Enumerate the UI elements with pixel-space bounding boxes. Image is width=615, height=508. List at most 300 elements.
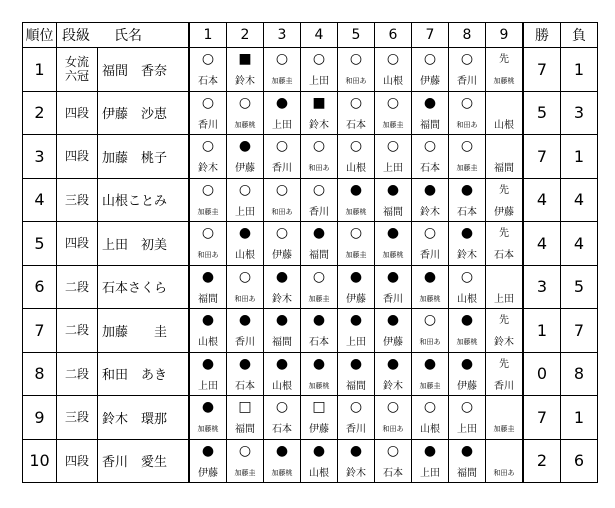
- result-mark: ●: [423, 355, 437, 372]
- opponent-name: 上田: [272, 119, 292, 131]
- player-row: [23, 265, 598, 309]
- opponent-name: 加藤圭: [271, 77, 293, 86]
- dan-cell: [57, 396, 98, 440]
- result-mark: ●: [423, 181, 437, 198]
- first-move-mark: 先: [499, 228, 509, 240]
- dan-cell: [57, 439, 98, 483]
- game-cell: [449, 178, 486, 222]
- result-mark: ●: [201, 268, 215, 285]
- rank-cell: 4: [23, 178, 57, 222]
- game-cell: [227, 222, 264, 266]
- dan-label: 四段: [64, 453, 89, 468]
- opponent-name: 山根: [272, 380, 292, 392]
- opponent-name: 和田あ: [234, 294, 256, 303]
- header-losses: 負: [561, 23, 598, 48]
- opponent-name: 加藤圭: [419, 381, 441, 390]
- result-mark: ●: [238, 312, 252, 329]
- wins-cell: 2: [523, 439, 561, 483]
- opponent-name: 福間: [457, 467, 477, 479]
- result-mark: ○: [423, 51, 437, 68]
- game-cell: [375, 135, 412, 179]
- wins-cell: 7: [523, 396, 561, 440]
- losses-cell: 3: [561, 91, 598, 135]
- dan-cell: [57, 309, 98, 353]
- player-row: [23, 135, 598, 179]
- result-mark: ○: [386, 399, 400, 416]
- result-mark: ○: [349, 399, 363, 416]
- opponent-name: 上田: [383, 163, 403, 175]
- game-cell: [449, 48, 486, 92]
- result-mark: ○: [460, 51, 474, 68]
- opponent-name: 山根: [309, 467, 329, 479]
- game-cell: [412, 178, 449, 222]
- game-cell: [412, 309, 449, 353]
- game-cell: [486, 222, 524, 266]
- opponent-name: 加藤桃: [345, 207, 367, 216]
- dan-cell: [57, 178, 98, 222]
- game-cell: [264, 396, 301, 440]
- opponent-name: 鈴木: [272, 293, 292, 305]
- result-mark: ●: [312, 225, 326, 242]
- dan-label: 女流六冠: [64, 55, 89, 84]
- header-round: 3: [264, 23, 301, 48]
- result-mark: ●: [312, 355, 326, 372]
- result-mark: ○: [349, 138, 363, 155]
- opponent-name: 上田: [494, 293, 514, 305]
- opponent-name: 和田あ: [345, 77, 367, 86]
- result-mark: ○: [312, 51, 326, 68]
- opponent-name: 伊藤: [457, 380, 477, 392]
- header-round: 1: [189, 23, 227, 48]
- opponent-name: 伊藤: [198, 467, 218, 479]
- wins-cell: 7: [523, 135, 561, 179]
- result-mark: ●: [423, 268, 437, 285]
- rank-cell: 3: [23, 135, 57, 179]
- opponent-name: 香川: [235, 337, 255, 349]
- losses-cell: 5: [561, 265, 598, 309]
- game-cell: [375, 222, 412, 266]
- game-cell: [301, 48, 338, 92]
- opponent-name: 上田: [235, 206, 255, 218]
- dan-label: 二段: [64, 279, 89, 294]
- result-mark: ○: [238, 268, 252, 285]
- player-name: 和田 あき: [98, 352, 190, 396]
- result-mark: ○: [423, 312, 437, 329]
- game-cell: [412, 265, 449, 309]
- result-mark: ●: [349, 442, 363, 459]
- game-cell: [338, 396, 375, 440]
- opponent-name: 和田あ: [271, 207, 293, 216]
- game-cell: [412, 48, 449, 92]
- game-cell: [338, 439, 375, 483]
- opponent-name: 加藤圭: [345, 251, 367, 260]
- opponent-name: 上田: [346, 337, 366, 349]
- opponent-name: 山根: [235, 250, 255, 262]
- league-table: [22, 22, 598, 483]
- game-cell: [486, 265, 524, 309]
- result-mark: ○: [201, 138, 215, 155]
- player-row: [23, 309, 598, 353]
- game-cell: [486, 48, 524, 92]
- losses-cell: 6: [561, 439, 598, 483]
- opponent-name: 石本: [309, 337, 329, 349]
- dan-label: 二段: [64, 366, 89, 381]
- dan-cell: [57, 48, 98, 92]
- result-mark: ●: [460, 312, 474, 329]
- losses-cell: 1: [561, 48, 598, 92]
- opponent-name: 加藤桃: [234, 120, 256, 129]
- result-mark: ●: [275, 442, 289, 459]
- rank-cell: 6: [23, 265, 57, 309]
- game-cell: [189, 309, 227, 353]
- losses-cell: 1: [561, 396, 598, 440]
- game-cell: [301, 222, 338, 266]
- opponent-name: 鈴木: [198, 163, 218, 175]
- game-cell: [486, 91, 524, 135]
- opponent-name: 加藤桃: [308, 381, 330, 390]
- player-name: 加藤 桃子: [98, 135, 190, 179]
- result-mark: ○: [201, 181, 215, 198]
- opponent-name: 鈴木: [494, 337, 514, 349]
- opponent-name: 鈴木: [457, 250, 477, 262]
- wins-cell: 1: [523, 309, 561, 353]
- opponent-name: 山根: [420, 424, 440, 436]
- game-cell: [301, 135, 338, 179]
- result-mark: ○: [460, 94, 474, 111]
- game-cell: [264, 222, 301, 266]
- game-cell: [227, 352, 264, 396]
- game-cell: [301, 439, 338, 483]
- opponent-name: 加藤桃: [456, 338, 478, 347]
- result-mark: ○: [423, 399, 437, 416]
- game-cell: [375, 352, 412, 396]
- opponent-name: 山根: [383, 76, 403, 88]
- result-mark: ●: [275, 94, 289, 111]
- result-mark: ●: [386, 268, 400, 285]
- game-cell: [486, 135, 524, 179]
- result-mark: ○: [460, 138, 474, 155]
- opponent-name: 福間: [198, 293, 218, 305]
- game-cell: [264, 309, 301, 353]
- opponent-name: 上田: [309, 76, 329, 88]
- game-cell: [412, 222, 449, 266]
- player-name: 石本さくら: [98, 265, 190, 309]
- opponent-name: 和田あ: [419, 338, 441, 347]
- game-cell: [338, 309, 375, 353]
- game-cell: [189, 135, 227, 179]
- losses-cell: 4: [561, 222, 598, 266]
- game-cell: [189, 178, 227, 222]
- header-round: 7: [412, 23, 449, 48]
- header-round: 5: [338, 23, 375, 48]
- game-cell: [449, 309, 486, 353]
- result-mark: ●: [349, 181, 363, 198]
- opponent-name: 上田: [457, 424, 477, 436]
- opponent-name: 伊藤: [272, 250, 292, 262]
- opponent-name: 加藤桃: [382, 251, 404, 260]
- result-mark: ●: [460, 181, 474, 198]
- opponent-name: 福間: [272, 337, 292, 349]
- game-cell: [338, 265, 375, 309]
- result-mark: ●: [201, 442, 215, 459]
- game-cell: [227, 439, 264, 483]
- opponent-name: 和田あ: [456, 120, 478, 129]
- opponent-name: 加藤圭: [493, 425, 515, 434]
- opponent-name: 山根: [346, 163, 366, 175]
- opponent-name: 加藤圭: [456, 164, 478, 173]
- game-cell: [449, 135, 486, 179]
- game-cell: [449, 352, 486, 396]
- opponent-name: 伊藤: [235, 163, 255, 175]
- result-mark: ○: [312, 181, 326, 198]
- opponent-name: 上田: [420, 467, 440, 479]
- header-round: 8: [449, 23, 486, 48]
- dan-label: 四段: [64, 105, 89, 120]
- result-mark: ■: [238, 51, 252, 68]
- wins-cell: 3: [523, 265, 561, 309]
- opponent-name: 鈴木: [235, 76, 255, 88]
- result-mark: ○: [312, 138, 326, 155]
- game-cell: [264, 352, 301, 396]
- result-mark: ○: [349, 51, 363, 68]
- result-mark: ●: [423, 94, 437, 111]
- game-cell: [338, 91, 375, 135]
- result-mark: ○: [349, 94, 363, 111]
- opponent-name: 香川: [494, 380, 514, 392]
- player-row: [23, 48, 598, 92]
- result-mark: ●: [460, 442, 474, 459]
- game-cell: [189, 91, 227, 135]
- header-round: 9: [486, 23, 524, 48]
- game-cell: [412, 135, 449, 179]
- game-cell: [227, 265, 264, 309]
- game-cell: [375, 439, 412, 483]
- game-cell: [227, 48, 264, 92]
- header-wins: 勝: [523, 23, 561, 48]
- rank-cell: 10: [23, 439, 57, 483]
- game-cell: [264, 265, 301, 309]
- result-mark: ■: [312, 94, 326, 111]
- game-cell: [449, 265, 486, 309]
- game-cell: [227, 178, 264, 222]
- result-mark: ●: [386, 225, 400, 242]
- rank-cell: 8: [23, 352, 57, 396]
- result-mark: ○: [275, 225, 289, 242]
- opponent-name: 加藤桃: [271, 468, 293, 477]
- game-cell: [375, 91, 412, 135]
- header-row: [23, 23, 598, 48]
- opponent-name: 石本: [383, 467, 403, 479]
- opponent-name: 香川: [420, 250, 440, 262]
- opponent-name: 山根: [494, 119, 514, 131]
- opponent-name: 石本: [420, 163, 440, 175]
- game-cell: [264, 48, 301, 92]
- opponent-name: 加藤桃: [419, 294, 441, 303]
- rank-cell: 5: [23, 222, 57, 266]
- player-row: [23, 222, 598, 266]
- header-dan: 段級: [62, 28, 90, 44]
- result-mark: ●: [312, 442, 326, 459]
- opponent-name: 福間: [494, 163, 514, 175]
- dan-label: 三段: [64, 410, 89, 425]
- game-cell: [301, 309, 338, 353]
- game-cell: [449, 396, 486, 440]
- result-mark: ○: [423, 225, 437, 242]
- first-move-mark: 先: [499, 54, 509, 66]
- result-mark: ○: [275, 181, 289, 198]
- game-cell: [486, 439, 524, 483]
- game-cell: [301, 396, 338, 440]
- player-name: 鈴木 環那: [98, 396, 190, 440]
- dan-cell: [57, 265, 98, 309]
- result-mark: ○: [386, 138, 400, 155]
- result-mark: ●: [312, 312, 326, 329]
- opponent-name: 加藤桃: [493, 77, 515, 86]
- opponent-name: 福間: [346, 380, 366, 392]
- player-name: 香川 愛生: [98, 439, 190, 483]
- game-cell: [338, 135, 375, 179]
- result-mark: □: [238, 399, 252, 416]
- result-mark: ○: [275, 51, 289, 68]
- opponent-name: 山根: [198, 337, 218, 349]
- result-mark: ●: [386, 355, 400, 372]
- rank-cell: 2: [23, 91, 57, 135]
- result-mark: ○: [201, 225, 215, 242]
- game-cell: [301, 91, 338, 135]
- game-cell: [301, 265, 338, 309]
- dan-cell: [57, 352, 98, 396]
- opponent-name: 福間: [235, 424, 255, 436]
- opponent-name: 香川: [272, 163, 292, 175]
- dan-label: 四段: [64, 149, 89, 164]
- result-mark: ●: [386, 312, 400, 329]
- opponent-name: 福間: [383, 206, 403, 218]
- player-row: [23, 352, 598, 396]
- header-round: 6: [375, 23, 412, 48]
- opponent-name: 福間: [309, 250, 329, 262]
- wins-cell: 4: [523, 222, 561, 266]
- opponent-name: 香川: [457, 76, 477, 88]
- result-mark: ○: [275, 138, 289, 155]
- opponent-name: 和田あ: [382, 425, 404, 434]
- result-mark: ●: [386, 181, 400, 198]
- result-mark: □: [312, 399, 326, 416]
- first-move-mark: 先: [499, 358, 509, 370]
- game-cell: [227, 396, 264, 440]
- opponent-name: 加藤圭: [308, 294, 330, 303]
- result-mark: ●: [349, 312, 363, 329]
- opponent-name: 加藤圭: [382, 120, 404, 129]
- result-mark: ●: [201, 399, 215, 416]
- game-cell: [301, 178, 338, 222]
- opponent-name: 香川: [383, 293, 403, 305]
- opponent-name: 石本: [198, 76, 218, 88]
- dan-cell: [57, 222, 98, 266]
- player-name: 福間 香奈: [98, 48, 190, 92]
- wins-cell: 0: [523, 352, 561, 396]
- game-cell: [338, 352, 375, 396]
- opponent-name: 加藤圭: [197, 207, 219, 216]
- losses-cell: 4: [561, 178, 598, 222]
- opponent-name: 和田あ: [197, 251, 219, 260]
- result-mark: ●: [460, 225, 474, 242]
- game-cell: [486, 178, 524, 222]
- opponent-name: 伊藤: [346, 293, 366, 305]
- header-round: 2: [227, 23, 264, 48]
- result-mark: ○: [386, 51, 400, 68]
- game-cell: [375, 265, 412, 309]
- player-row: [23, 439, 598, 483]
- game-cell: [189, 352, 227, 396]
- game-cell: [412, 439, 449, 483]
- result-mark: ○: [386, 94, 400, 111]
- result-mark: ○: [460, 268, 474, 285]
- dan-label: 四段: [64, 236, 89, 251]
- game-cell: [189, 439, 227, 483]
- opponent-name: 加藤圭: [234, 468, 256, 477]
- opponent-name: 鈴木: [420, 206, 440, 218]
- player-name: 山根ことみ: [98, 178, 190, 222]
- opponent-name: 鈴木: [309, 119, 329, 131]
- result-mark: ●: [275, 312, 289, 329]
- opponent-name: 石本: [346, 119, 366, 131]
- wins-cell: 5: [523, 91, 561, 135]
- result-mark: ●: [201, 312, 215, 329]
- result-mark: ○: [423, 138, 437, 155]
- opponent-name: 石本: [494, 250, 514, 262]
- game-cell: [412, 352, 449, 396]
- rank-cell: 1: [23, 48, 57, 92]
- game-cell: [449, 222, 486, 266]
- result-mark: ●: [238, 355, 252, 372]
- opponent-name: 香川: [346, 424, 366, 436]
- result-mark: ●: [238, 225, 252, 242]
- game-cell: [412, 396, 449, 440]
- game-cell: [301, 352, 338, 396]
- opponent-name: 加藤桃: [197, 425, 219, 434]
- opponent-name: 福間: [420, 119, 440, 131]
- game-cell: [264, 178, 301, 222]
- result-mark: ○: [386, 442, 400, 459]
- game-cell: [338, 48, 375, 92]
- game-cell: [375, 178, 412, 222]
- result-mark: ○: [238, 94, 252, 111]
- game-cell: [412, 91, 449, 135]
- game-cell: [264, 91, 301, 135]
- game-cell: [375, 309, 412, 353]
- opponent-name: 伊藤: [420, 76, 440, 88]
- game-cell: [264, 135, 301, 179]
- player-row: [23, 91, 598, 135]
- game-cell: [486, 352, 524, 396]
- wins-cell: 4: [523, 178, 561, 222]
- header-rank: 順位: [23, 23, 57, 48]
- opponent-name: 伊藤: [494, 206, 514, 218]
- result-mark: ●: [275, 355, 289, 372]
- result-mark: ●: [238, 138, 252, 155]
- player-name: 上田 初美: [98, 222, 190, 266]
- result-mark: ○: [275, 399, 289, 416]
- game-cell: [486, 396, 524, 440]
- losses-cell: 1: [561, 135, 598, 179]
- opponent-name: 和田あ: [308, 164, 330, 173]
- rank-cell: 9: [23, 396, 57, 440]
- dan-label: 二段: [64, 323, 89, 338]
- rank-cell: 7: [23, 309, 57, 353]
- header-name: 氏名: [114, 28, 142, 44]
- opponent-name: 山根: [457, 293, 477, 305]
- player-name: 加藤 圭: [98, 309, 190, 353]
